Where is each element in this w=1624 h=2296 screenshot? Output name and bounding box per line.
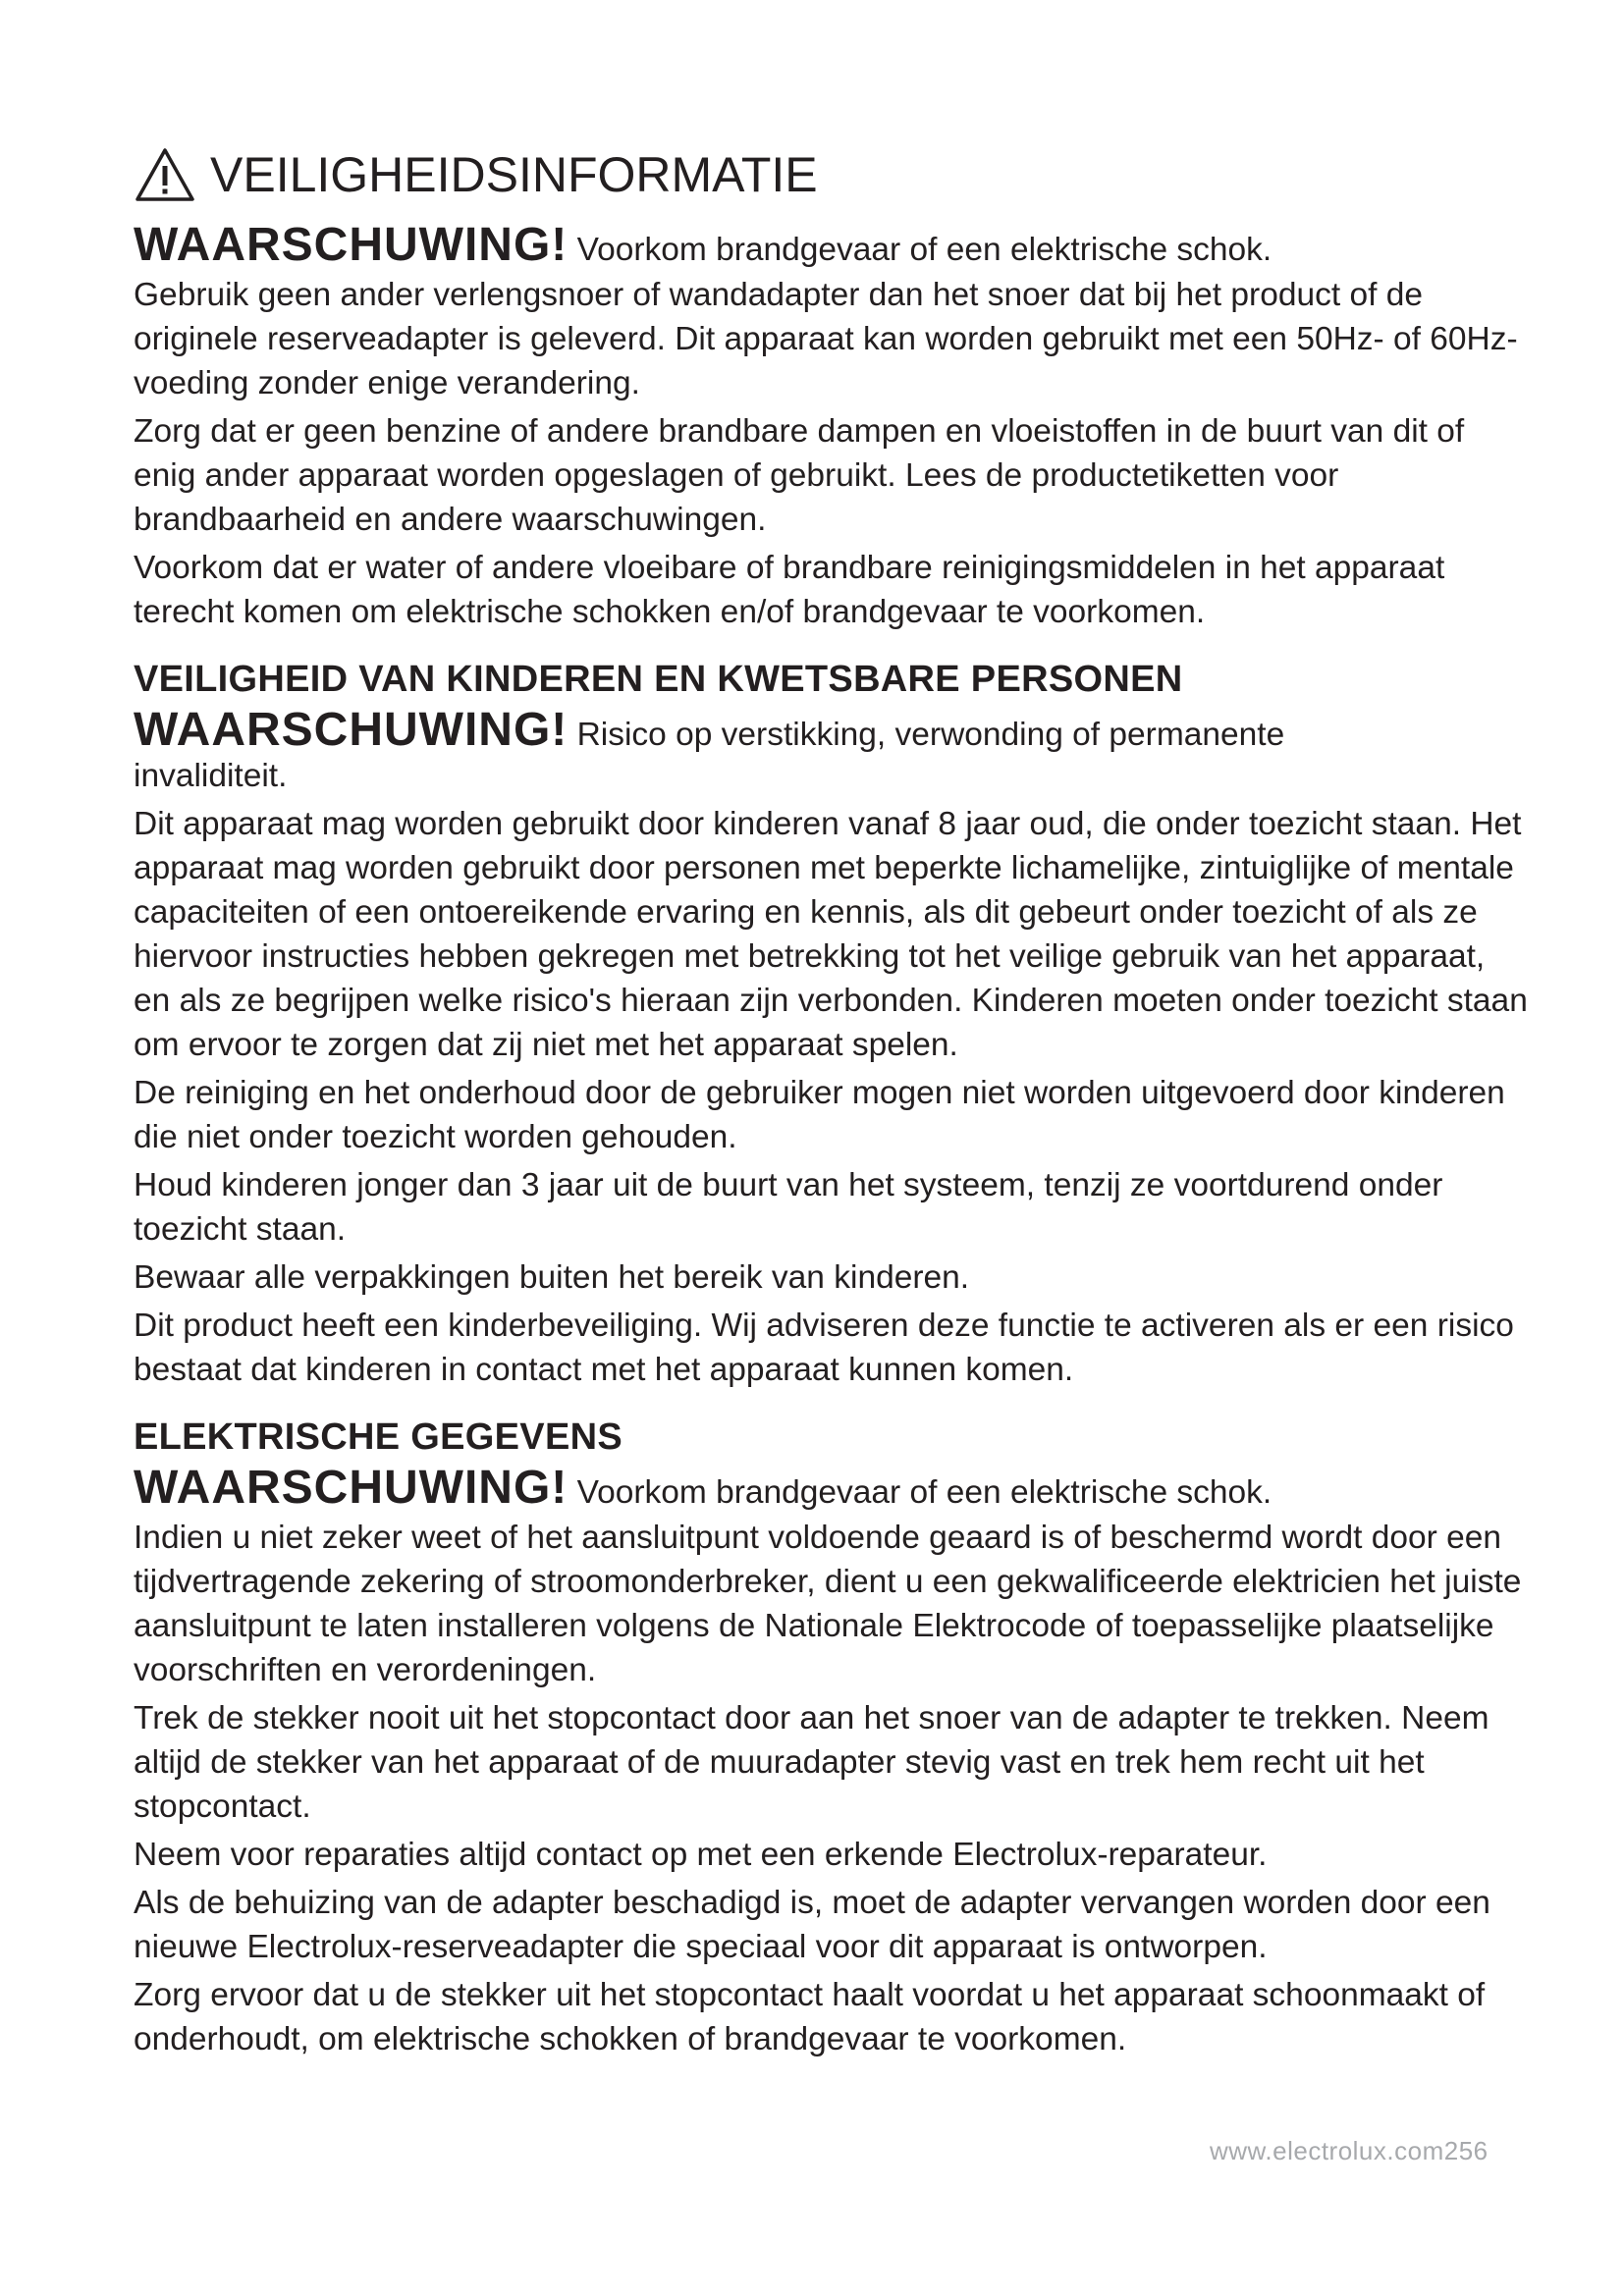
document-page [134,137,1528,2065]
page-header [134,137,1528,212]
warning-triangle-icon [134,146,196,203]
children-warning [134,704,1528,756]
paragraph: Neem voor reparaties altijd contact op met een erkende Electrolux-reparateur. [134,1837,1268,1873]
warning-text: Voorkom brandgevaar of een elektrische schok. [576,232,1272,268]
section-heading: VEILIGHEID VAN KINDEREN EN KWETSBARE PERSONEN [134,659,1183,700]
children-safety-section [134,656,1528,1392]
paragraph: Indien u niet zeker weet of het aansluitpunt voldoende geaard is of beschermd wordt door een tijdvertragende zekering of stroomonderbreker, dient u een gekwalificeerde elektricien het juiste aansluitpunt te laten installeren volgens de Nationale Elektrocode of toepasselijke plaatselijke voorschriften en verordeningen. [134,1520,1522,1688]
warning-text-continued: invaliditeit. [134,758,288,794]
paragraph: Voorkom dat er water of andere vloeibare of brandbare reinigingsmiddelen in het apparaat terecht komen om elektrische schokken en/of brandgevaar te voorkomen. [134,550,1445,630]
paragraph: De reiniging en het onderhoud door de gebruiker mogen niet worden uitgevoerd door kinderen die niet onder toezicht worden gehouden. [134,1075,1505,1155]
paragraph: Dit apparaat mag worden gebruikt door kinderen vanaf 8 jaar oud, die onder toezicht staan. Het apparaat mag worden gebruikt door personen met beperkte lichamelijke, zintuiglijke of mentale capaciteiten of een ontoereikende ervaring en kennis, als dit gebeurt onder toezicht of als ze hiervoor instructies hebben gekregen met betrekking tot het veilige gebruik van het apparaat, en als ze begrijpen welke risico's hieraan zijn verbonden. Kinderen moeten onder toezicht staan om ervoor te zorgen dat zij niet met het apparaat spelen. [134,806,1528,1063]
section-heading: ELEKTRISCHE GEGEVENS [134,1416,623,1458]
warning-label: WAARSCHUWING! [134,704,568,756]
paragraph: Zorg dat er geen benzine of andere brandbare dampen en vloeistoffen in de buurt van dit of enig ander apparaat worden opgeslagen of gebruikt. Lees de productetiketten voor brandbaarheid en andere waarschuwingen. [134,413,1465,538]
paragraph: Houd kinderen jonger dan 3 jaar uit de buurt van het systeem, tenzij ze voortdurend onder toezicht staan. [134,1167,1443,1248]
warning-label: WAARSCHUWING! [134,1462,568,1514]
paragraph: Dit product heeft een kinderbeveiliging. Wij adviseren deze functie te activeren als er een risico bestaat dat kinderen in contact met het apparaat kunnen komen. [134,1308,1514,1388]
paragraph: Gebruik geen ander verlengsnoer of wandadapter dan het snoer dat bij het product of de originele reserveadapter is geleverd. Dit apparaat kan worden gebruikt met een 50Hz- of 60Hz-voeding zonder enige verandering. [134,277,1518,401]
intro-section [134,219,1528,634]
footer-url: www.electrolux.com256 [1210,2136,1489,2165]
intro-warning [134,219,1528,271]
paragraph: Als de behuizing van de adapter beschadigd is, moet de adapter vervangen worden door een nieuwe Electrolux-reserveadapter die speciaal voor dit apparaat is ontworpen. [134,1885,1490,1965]
warning-label: WAARSCHUWING! [134,219,568,271]
warning-text: Voorkom brandgevaar of een elektrische schok. [576,1474,1272,1511]
electrical-section [134,1414,1528,2061]
paragraph: Zorg ervoor dat u de stekker uit het stopcontact haalt voordat u het apparaat schoonmaakt of onderhoudt, om elektrische schokken of brandgevaar te voorkomen. [134,1977,1486,2057]
paragraph: Trek de stekker nooit uit het stopcontact door aan het snoer van de adapter te trekken. Neem altijd de stekker van het apparaat of de muuradapter stevig vast en trek hem recht uit het stopcontact. [134,1700,1489,1825]
electrical-warning [134,1462,1528,1514]
warning-text: Risico op verstikking, verwonding of permanente [576,717,1285,753]
paragraph: Bewaar alle verpakkingen buiten het bereik van kinderen. [134,1259,970,1296]
page-title: VEILIGHEIDSINFORMATIE [210,147,818,202]
